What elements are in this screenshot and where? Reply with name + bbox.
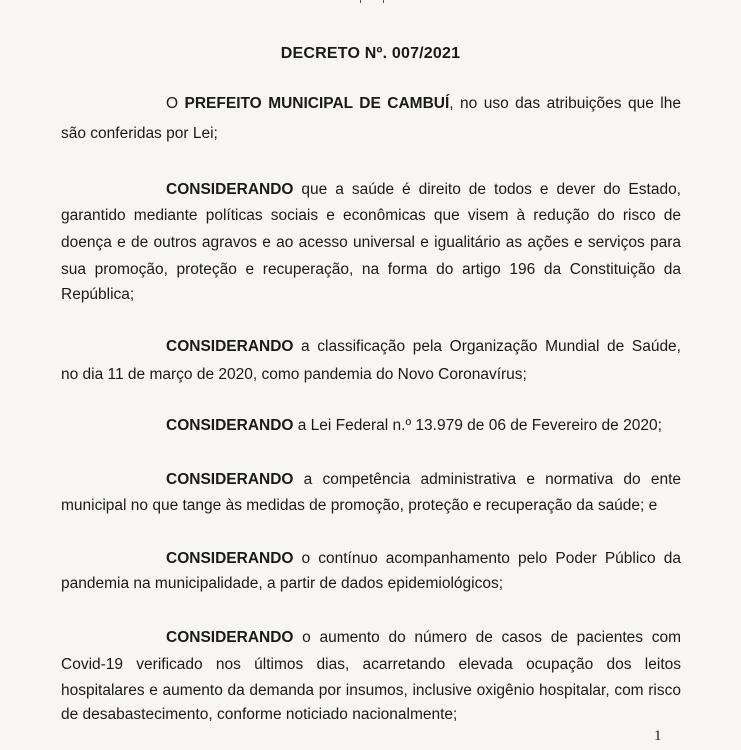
mayor-title: PREFEITO MUNICIPAL DE CAMBUÍ: [184, 95, 450, 112]
paragraph-5-line-1: CONSIDERANDO o contínuo acompanhamento pelo Poder Público da: [166, 550, 681, 567]
paragraph-6-line-1: CONSIDERANDO o aumento do número de casos de pacientes com: [166, 629, 681, 646]
page-number: 1: [654, 728, 662, 744]
decree-title: DECRETO Nº. 007/2021: [280, 45, 461, 62]
paragraph-1-line-4: sua promoção, proteção e recuperação, na forma do artigo 196 da Constituição da: [61, 261, 681, 278]
paragraph-6-line-2: Covid-19 verificado nos últimos dias, acarretando elevada ocupação dos leitos: [61, 656, 681, 673]
keyword: CONSIDERANDO: [166, 417, 294, 434]
paragraph-3-line-1: CONSIDERANDO a Lei Federal n.º 13.979 de 06 de Fevereiro de 2020;: [166, 417, 662, 434]
paragraph-5-line-2: pandemia na municipalidade, a partir de dados epidemiológicos;: [61, 575, 504, 592]
keyword: CONSIDERANDO: [166, 181, 294, 198]
scan-mark-top: [360, 0, 361, 3]
paragraph-2-line-1: CONSIDERANDO a classificação pela Organização Mundial de Saúde,: [166, 338, 681, 355]
scan-mark-top: [383, 0, 384, 3]
paragraph-6-line-4: de desabastecimento, conforme noticiado nacionalmente;: [61, 706, 458, 723]
paragraph-4-line-2: municipal no que tange às medidas de promoção, proteção e recuperação da saúde; e: [61, 497, 658, 514]
paragraph-1-line-5: República;: [61, 286, 135, 303]
preamble-line-1: O PREFEITO MUNICIPAL DE CAMBUÍ, no uso das atribuições que lhe: [166, 95, 681, 112]
paragraph-4-line-1: CONSIDERANDO a competência administrativa e normativa do ente: [166, 471, 681, 488]
paragraph-1-line-1: CONSIDERANDO que a saúde é direito de todos e dever do Estado,: [166, 181, 681, 198]
keyword: CONSIDERANDO: [166, 550, 294, 567]
paragraph-2-line-2: no dia 11 de março de 2020, como pandemia do Novo Coronavírus;: [61, 366, 527, 383]
keyword: CONSIDERANDO: [166, 629, 294, 646]
paragraph-1-line-2: garantido mediante políticas sociais e econômicas que visem à redução do risco de: [61, 207, 681, 224]
keyword: CONSIDERANDO: [166, 471, 294, 488]
preamble-line-2: são conferidas por Lei;: [61, 125, 218, 142]
paragraph-1-line-3: doença e de outros agravos e ao acesso universal e igualitário as ações e serviços para: [61, 234, 681, 251]
paragraph-6-line-3: hospitalares e aumento da demanda por insumos, inclusive oxigênio hospitalar, com risco: [61, 682, 681, 699]
keyword: CONSIDERANDO: [166, 338, 294, 355]
